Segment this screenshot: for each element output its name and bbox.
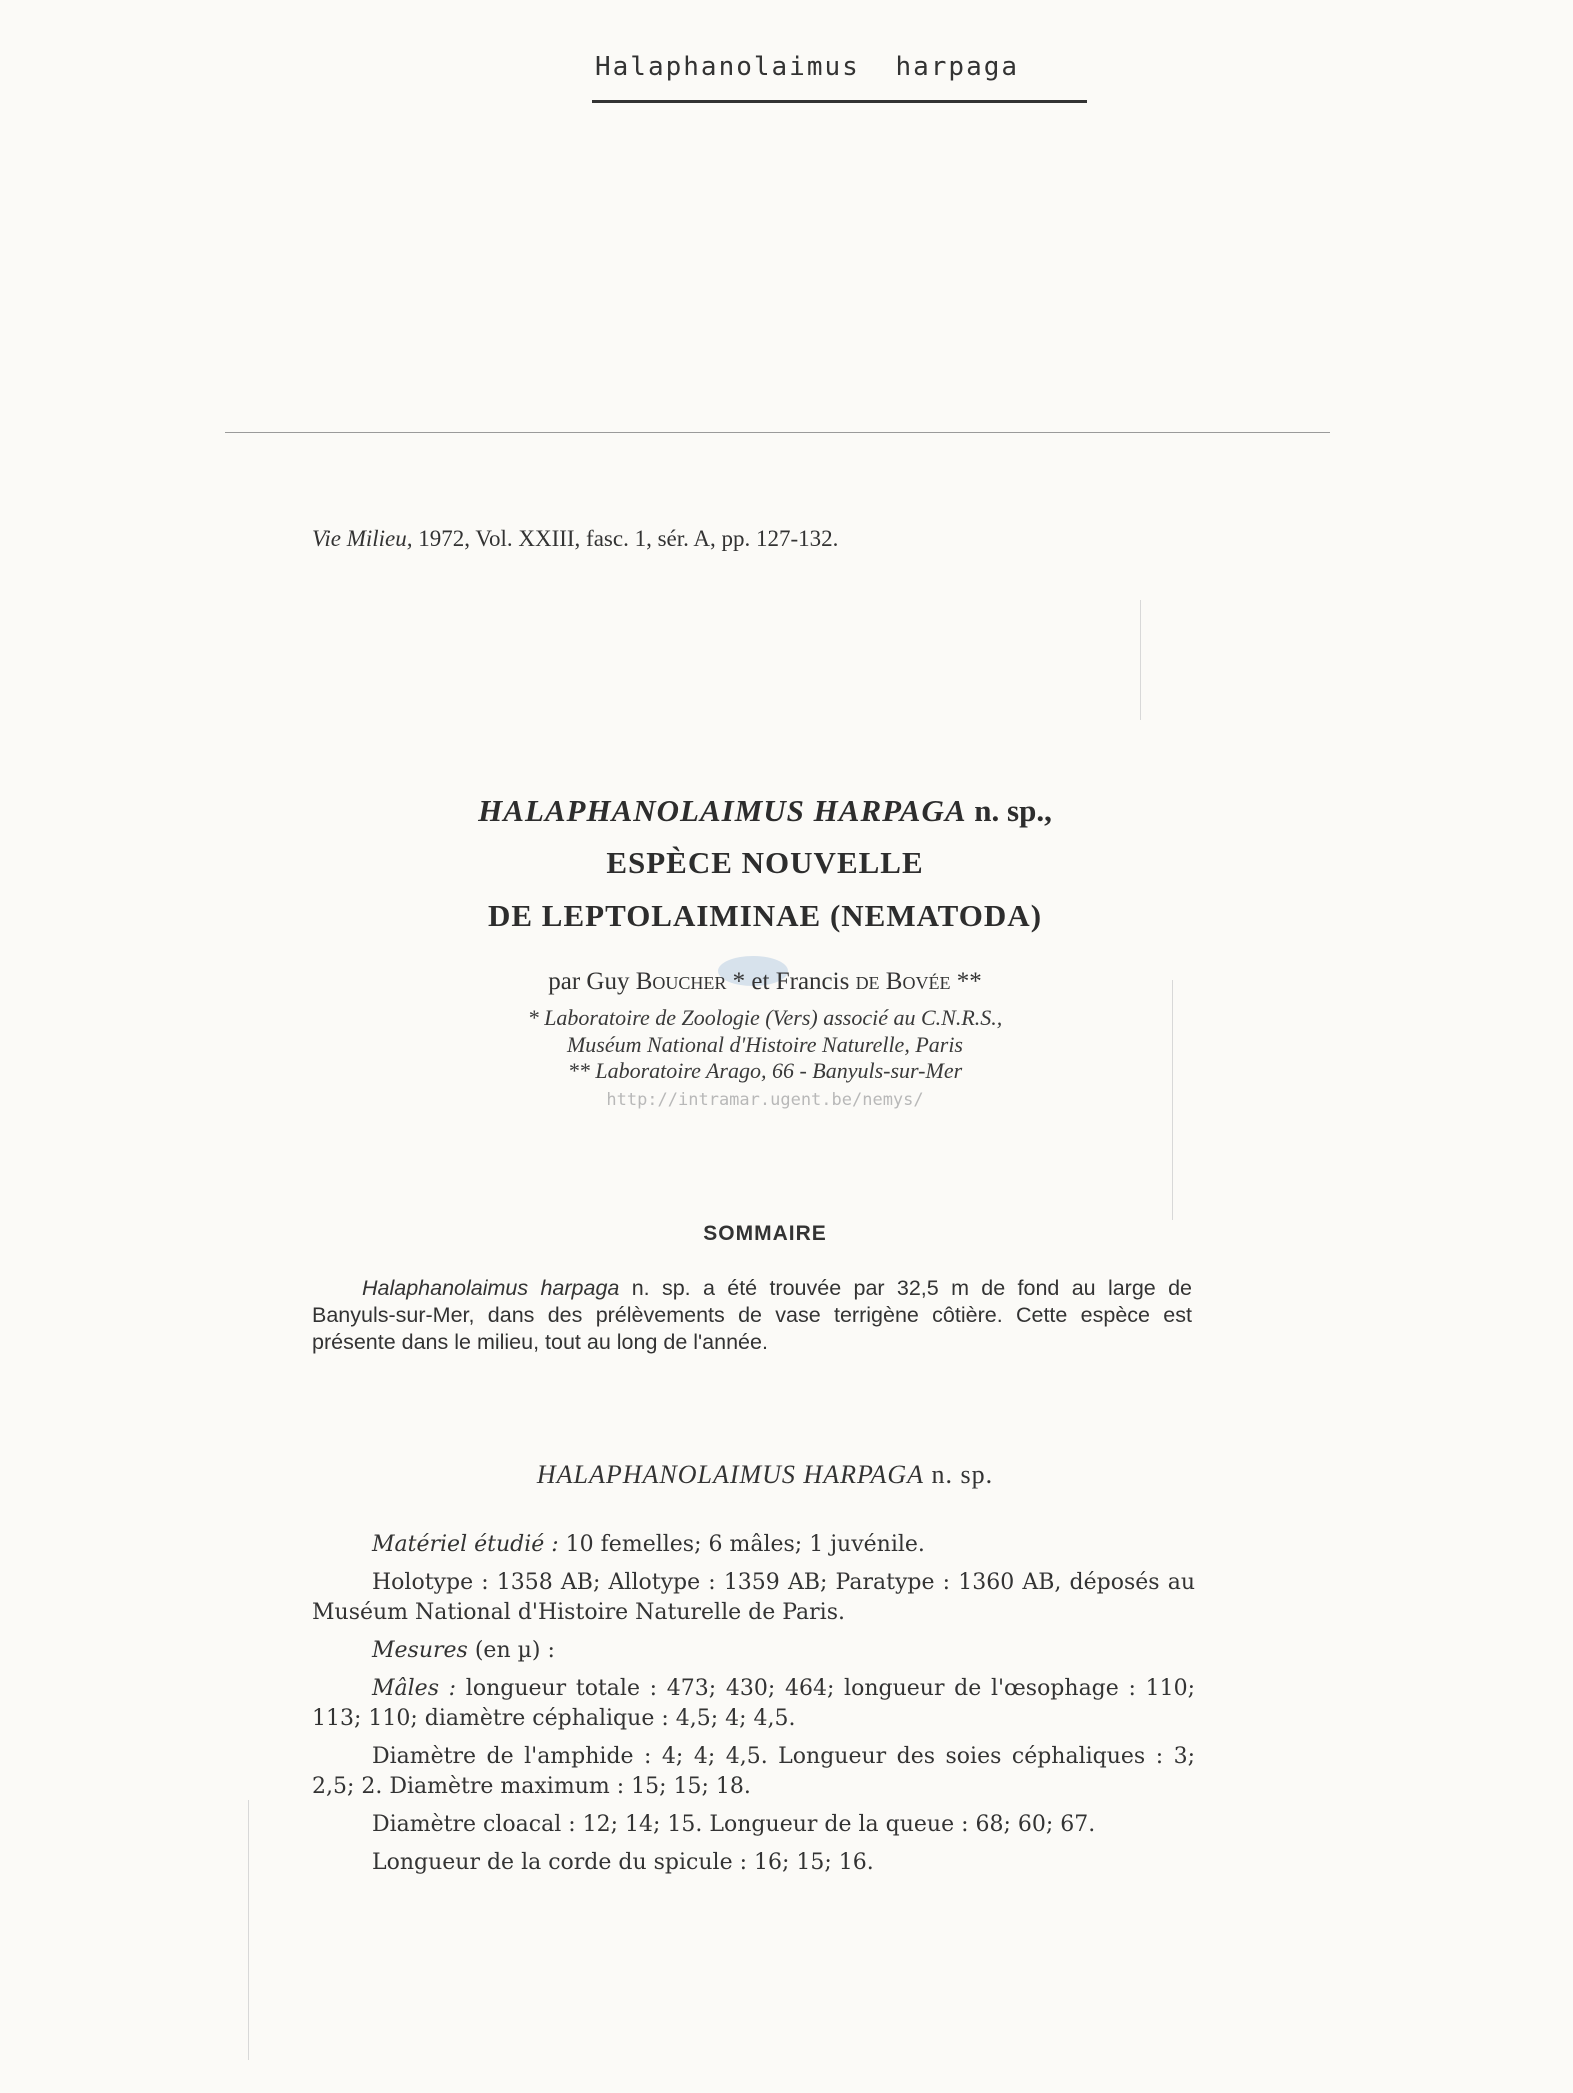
materiel-text: 10 femelles; 6 mâles; 1 juvénile.: [558, 1532, 925, 1557]
scan-artifact-line: [248, 1800, 249, 2060]
section-nsp: n. sp.: [924, 1460, 994, 1489]
author-boucher: Boucher: [635, 968, 727, 995]
affiliation-1: * Laboratoire de Zoologie (Vers) associé au C.N.R.S.,: [527, 1005, 1003, 1030]
authors-end: **: [950, 968, 982, 995]
mesures-label: Mesures: [372, 1638, 468, 1663]
journal-citation: [312, 526, 838, 552]
sommaire-body: n. sp. a été trouvée par 32,5 m de fond au large de Banyuls-sur-Mer, dans des prélèvements de vase terrigène côtière. Cette espèce est présente dans le milieu, tout au long de l'année.: [312, 1276, 1192, 1354]
materiel-label: Matériel étudié :: [372, 1532, 559, 1557]
scan-artifact-line: [1172, 980, 1173, 1220]
journal-name: Vie Milieu,: [312, 526, 413, 551]
authors-par: par Guy: [548, 968, 636, 995]
article-title-line3: DE LEPTOLAIMINAE (NEMATODA): [487, 898, 1043, 933]
spicule-paragraph: Longueur de la corde du spicule : 16; 15; 16.: [372, 1850, 874, 1875]
article-title-line1: [300, 793, 1230, 829]
section-species: HALAPHANOLAIMUS HARPAGA: [536, 1460, 925, 1489]
mesures-paragraph: [312, 1636, 1195, 1666]
citation-details: 1972, Vol. XXIII, fasc. 1, sér. A, pp. 127-132.: [412, 526, 839, 551]
amphide-paragraph: Diamètre de l'amphide : 4; 4; 4,5. Longueur des soies céphaliques : 3; 2,5; 2. Diamètre maximum : 15; 15; 18.: [312, 1744, 1195, 1799]
section-body: [312, 1530, 1195, 1886]
page-divider: [225, 432, 1330, 433]
males-label: Mâles :: [372, 1676, 457, 1701]
sommaire-species: Halaphanolaimus harpaga: [362, 1276, 620, 1300]
authors-mid: * et Francis: [726, 968, 856, 995]
affiliation-2: Muséum National d'Histoire Naturelle, Paris: [566, 1032, 963, 1057]
males-paragraph: [312, 1674, 1195, 1734]
author-bovee: de Bovée: [855, 968, 951, 995]
authors-line: [300, 968, 1230, 996]
males-text: longueur totale : 473; 430; 464; longueur de l'œsophage : 110; 113; 110; diamètre céphalique : 4,5; 4; 4,5.: [312, 1676, 1195, 1731]
holotype-paragraph: Holotype : 1358 AB; Allotype : 1359 AB; Paratype : 1360 AB, déposés au Muséum National d'Histoire Naturelle de Paris.: [312, 1570, 1195, 1625]
sommaire-heading: SOMMAIRE: [703, 1222, 827, 1245]
title-nsp: n. sp.,: [966, 793, 1052, 828]
sommaire-text: [312, 1275, 1192, 1356]
cloacal-paragraph: Diamètre cloacal : 12; 14; 15. Longueur de la queue : 68; 60; 67.: [372, 1812, 1096, 1837]
article-title-line2: ESPÈCE NOUVELLE: [606, 845, 924, 880]
title-species: HALAPHANOLAIMUS HARPAGA: [478, 793, 967, 828]
affiliation-3: ** Laboratoire Arago, 66 - Banyuls-sur-Mer: [567, 1058, 963, 1083]
running-head-rule: [592, 100, 1087, 103]
scan-artifact-line: [1140, 600, 1141, 720]
running-head: Halaphanolaimus harpaga: [595, 52, 1020, 82]
mesures-rest: (en µ) :: [467, 1638, 555, 1663]
section-title: [300, 1460, 1230, 1490]
source-url: http://intramar.ugent.be/nemys/: [606, 1090, 924, 1110]
materiel-paragraph: [312, 1530, 1195, 1560]
